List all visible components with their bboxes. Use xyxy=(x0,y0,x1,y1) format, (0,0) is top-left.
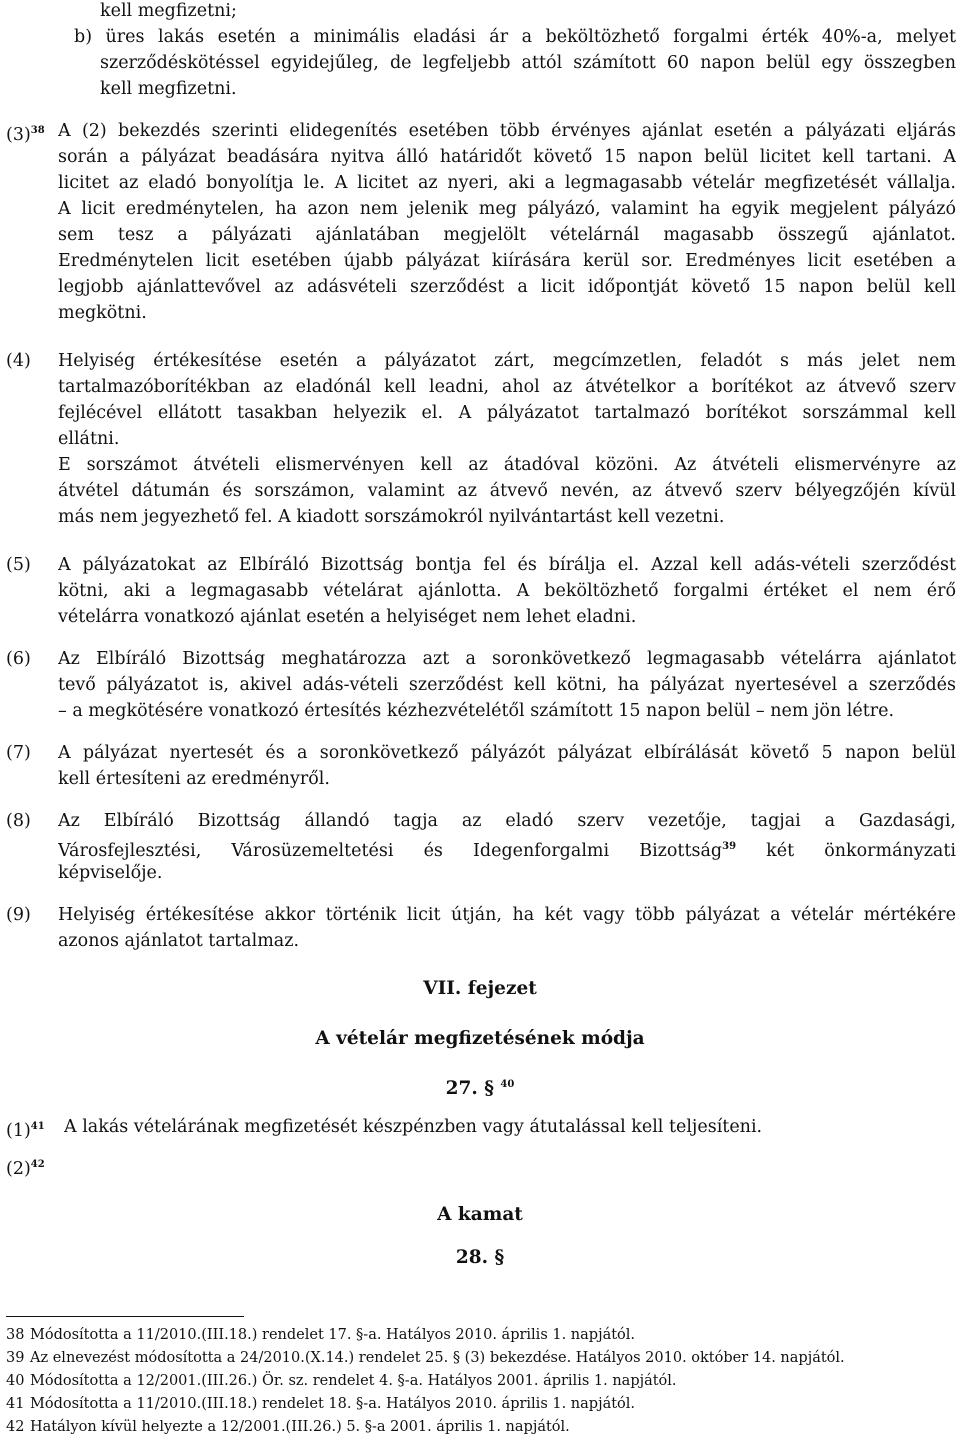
text-line: A lakás vételárának megfizetését készpénzben vagy átutalással kell teljesíteni. xyxy=(64,1117,763,1137)
text-line: b) üres lakás esetén a minimális eladási ár a beköltözhető forgalmi érték 40%-a, melyet xyxy=(74,27,956,47)
text-line: képviselője. xyxy=(58,863,163,883)
footnote: 41 Módosította a 11/2010.(III.18.) rendelet 18. §-a. Hatályos 2010. április 1. napjától. xyxy=(6,1396,636,1412)
text-line: más nem jegyezhető fel. A kiadott sorszámokról nyilvántartást kell vezetni. xyxy=(58,507,725,527)
text-line: kell értesíteni az eredményről. xyxy=(58,769,330,789)
chapter-subtitle: A vételár megfizetésének módja xyxy=(315,1028,645,1049)
text-line: Városfejlesztési, Városüzemeltetési és Idegenforgalmi Bizottság$^{39}$ két önkormányzati xyxy=(58,841,956,861)
paragraph-number: (4) xyxy=(6,351,31,371)
footnote: 40 Módosította a 12/2001.(III.26.) Ör. sz. rendelet 4. §-a. Hatályos 2001. április 1. napjától. xyxy=(6,1373,677,1389)
text-line: ellátni. xyxy=(58,429,120,449)
footnote-ref: 42 xyxy=(30,1159,45,1170)
text-line: A (2) bekezdés szerinti elidegenítés esetében több érvényes ajánlat esetén a pályázati eljárás xyxy=(58,121,956,141)
footnote-divider xyxy=(6,1316,244,1317)
chapter-title: VII. fejezet xyxy=(423,978,537,999)
text-line: szerződéskötéssel egyidejűleg, de legfeljebb attól számított 60 napon belül egy összegben xyxy=(100,53,956,73)
text-line: átvétel dátumán és sorszámon, valamint az átvevő nevén, az átvevő szerv bélyegzőjén kívül xyxy=(58,481,956,501)
text-line: tartalmazóborítékban az eladónál kell leadni, ahol az átvételkor a borítékot az átvevő szerv xyxy=(58,377,956,397)
footnote: 39 Az elnevezést módosította a 24/2010.(X.14.) rendelet 25. § (3) bekezdése. Hatályos 2010. október 14. napjától. xyxy=(6,1350,845,1366)
text-line: kötni, aki a legmagasabb vételárat ajánlotta. A beköltözhető forgalmi értéket el nem érő xyxy=(58,581,956,601)
text-line: tevő pályázatot is, akivel adás-vételi szerződést kell kötni, ha pályázat nyertesével a szerződés xyxy=(58,675,956,695)
paragraph-number: $(3)^{38}$ xyxy=(6,125,45,145)
section-heading: 28. § xyxy=(455,1247,505,1268)
text-line: fejlécével ellátott tasakban helyezik el. A pályázatot tartalmazó borítékot sorszámmal kell xyxy=(58,403,956,423)
text-line: Helyiség értékesítése esetén a pályázatot zárt, megcímzetlen, feladót s más jelet nem xyxy=(58,351,956,371)
text-line: A licit eredménytelen, ha azon nem jelenik meg pályázó, valamint ha egyik megjelent pályázó xyxy=(58,199,956,219)
text-line: kell megfizetni. xyxy=(100,79,237,99)
text-line: azonos ajánlatot tartalmaz. xyxy=(58,931,300,951)
text-line: kell megfizetni; xyxy=(100,1,237,21)
paragraph-number: (5) xyxy=(6,555,31,575)
text-line: sem tesz a pályázati ajánlatában megjelölt vételárnál magasabb összegű ajánlatot. xyxy=(58,225,956,245)
text-line: Helyiség értékesítése akkor történik licit útján, ha két vagy több pályázat a vételár mértékére xyxy=(58,905,956,925)
section-heading: 27. § $^{40}$ xyxy=(445,1078,515,1099)
footnote-ref: 41 xyxy=(30,1121,45,1132)
footnote-ref: 38 xyxy=(30,125,45,136)
text-line: legjobb ajánlattevővel az adásvételi szerződést a licit időpontját követő 15 napon belül kell xyxy=(58,277,956,297)
text-line: A pályázatokat az Elbíráló Bizottság bontja fel és bírálja el. Azzal kell adás-vételi szerződést xyxy=(58,555,956,575)
text-line: Eredménytelen licit esetében újabb pályázat kiírására kerül sor. Eredményes licit esetében a xyxy=(58,251,956,271)
text-line: E sorszámot átvételi elismervényen kell az átadóval közöni. Az átvételi elismervényre az xyxy=(58,455,956,475)
text-line: vételárra vonatkozó ajánlat esetén a helyiséget nem lehet eladni. xyxy=(58,607,637,627)
text-line: Az Elbíráló Bizottság állandó tagja az eladó szerv vezetője, tagjai a Gazdasági, xyxy=(58,811,956,831)
paragraph-number: (6) xyxy=(6,649,31,669)
paragraph-number: (8) xyxy=(6,811,31,831)
footnote-ref: 40 xyxy=(500,1079,515,1090)
paragraph-number: $(1)^{41}$ xyxy=(6,1121,45,1141)
paragraph-number: $(2)^{42}$ xyxy=(6,1159,45,1179)
text-line: Az Elbíráló Bizottság meghatározza azt a soronkövetkező legmagasabb vételárra ajánlatot xyxy=(58,649,956,669)
footnote: 42 Hatályon kívül helyezte a 12/2001.(III.26.) 5. §-a 2001. április 1. napjától. xyxy=(6,1419,570,1435)
text-line: – a megkötésére vonatkozó értesítés kézhezvételétől számított 15 napon belül – nem jön létre. xyxy=(58,701,895,721)
section-title: A kamat xyxy=(437,1204,523,1225)
footnote-ref: 39 xyxy=(722,841,737,852)
text-line: A pályázat nyertesét és a soronkövetkező pályázót pályázat elbírálását követő 5 napon belül xyxy=(58,743,956,763)
footnote: 38 Módosította a 11/2010.(III.18.) rendelet 17. §-a. Hatályos 2010. április 1. napjától. xyxy=(6,1327,636,1343)
text-line: megkötni. xyxy=(58,303,147,323)
paragraph-number: (9) xyxy=(6,905,31,925)
text-line: során a pályázat beadására nyitva álló határidőt követő 15 napon belül licitet kell tartani. A xyxy=(58,147,956,167)
text-line: licitet az eladó bonyolítja le. A licitet az nyeri, aki a legmagasabb vételár megfizetését vállalja. xyxy=(58,173,956,193)
paragraph-number: (7) xyxy=(6,743,31,763)
